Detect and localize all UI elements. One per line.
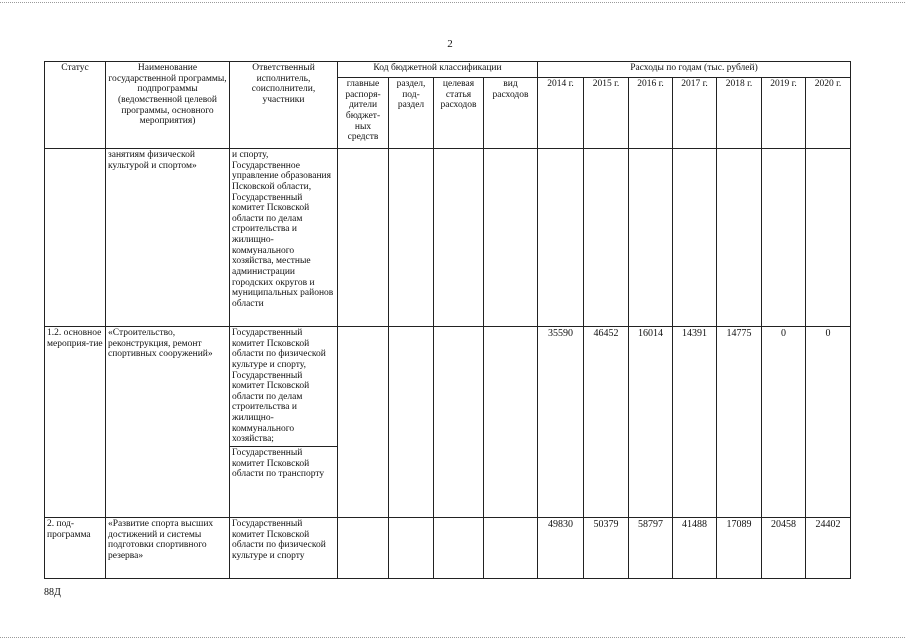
row-value-2016 <box>629 149 673 327</box>
table-row <box>45 518 851 579</box>
scan-edge-bottom <box>0 637 905 638</box>
row-status: 1.2. основное мероприя-тие <box>45 327 106 518</box>
row-code-cell <box>484 518 538 579</box>
row-value-2016: 58797 <box>629 518 673 579</box>
row-code-cell <box>434 518 484 579</box>
row-code-cell <box>484 149 538 327</box>
row-value-2020: 24402 <box>806 518 851 579</box>
row-value-2015: 46452 <box>584 327 629 518</box>
row-value-2017: 41488 <box>673 518 717 579</box>
row-executor-transport: Государственный комитет Псковской области по транспорту <box>230 446 337 481</box>
header-status: Статус <box>45 62 106 149</box>
row-value-2014 <box>538 149 584 327</box>
row-value-2017 <box>673 149 717 327</box>
row-value-2018: 14775 <box>717 327 762 518</box>
table-row <box>45 149 851 327</box>
header-year-2018: 2018 г. <box>717 78 762 149</box>
row-value-2015 <box>584 149 629 327</box>
row-value-2017: 14391 <box>673 327 717 518</box>
row-value-2018 <box>717 149 762 327</box>
row-code-cell <box>389 518 434 579</box>
header-section: раздел, под-раздел <box>389 78 434 149</box>
row-code-cell <box>389 327 434 518</box>
header-year-2017: 2017 г. <box>673 78 717 149</box>
row-executor-main: Государственный комитет Псковской области по физической культуре и спорту, Государственный комитет Псковской области по делам строительства и жилищно-коммунального хозяйства; <box>232 328 326 445</box>
header-main-managers: главные распоря-дители бюджет-ных средств <box>338 78 389 149</box>
header-budget-code-group: Код бюджетной классификации <box>338 62 538 78</box>
row-value-2019 <box>762 149 806 327</box>
row-executor <box>230 327 338 518</box>
header-year-2020: 2020 г. <box>806 78 851 149</box>
row-code-cell <box>434 327 484 518</box>
row-code-cell <box>338 518 389 579</box>
header-executor: Ответственный исполнитель, соисполнители, участники <box>230 62 338 149</box>
scan-edge-top <box>0 2 905 3</box>
row-code-cell <box>338 327 389 518</box>
header-target-item: целевая статья расходов <box>434 78 484 149</box>
header-program-name: Наименование государственной программы, подпрограммы (ведомственной целевой программы, основного мероприятия) <box>106 62 230 149</box>
header-year-2016: 2016 г. <box>629 78 673 149</box>
row-program-name: «Строительство, реконструкция, ремонт спортивных сооружений» <box>106 327 230 518</box>
row-value-2016: 16014 <box>629 327 673 518</box>
row-code-cell <box>338 149 389 327</box>
header-year-2015: 2015 г. <box>584 78 629 149</box>
row-code-cell <box>434 149 484 327</box>
row-value-2020: 0 <box>806 327 851 518</box>
footer-code: 88Д <box>44 587 61 598</box>
header-year-2019: 2019 г. <box>762 78 806 149</box>
row-value-2020 <box>806 149 851 327</box>
header-expenses-group: Расходы по годам (тыс. рублей) <box>538 62 851 78</box>
row-value-2014: 49830 <box>538 518 584 579</box>
row-program-name: «Развитие спорта высших достижений и системы подготовки спортивного резерва» <box>106 518 230 579</box>
row-value-2019: 0 <box>762 327 806 518</box>
row-code-cell <box>484 327 538 518</box>
row-executor: и спорту, Государственное управление образования Псковской области, Государственный комитет Псковской области по делам строительства и жилищно-коммунального хозяйства, местные администрации городских округов и муниципальных районов области <box>230 149 338 327</box>
header-expense-type: вид расходов <box>484 78 538 149</box>
row-value-2019: 20458 <box>762 518 806 579</box>
row-program-name: занятиям физической культурой и спортом» <box>106 149 230 327</box>
row-status: 2. под-программа <box>45 518 106 579</box>
row-executor: Государственный комитет Псковской области по физической культуре и спорту <box>230 518 338 579</box>
row-value-2014: 35590 <box>538 327 584 518</box>
budget-table <box>44 61 851 579</box>
page-number: 2 <box>447 38 453 50</box>
table-row <box>45 327 851 518</box>
row-code-cell <box>389 149 434 327</box>
row-value-2015: 50379 <box>584 518 629 579</box>
header-year-2014: 2014 г. <box>538 78 584 149</box>
row-status <box>45 149 106 327</box>
row-value-2018: 17089 <box>717 518 762 579</box>
